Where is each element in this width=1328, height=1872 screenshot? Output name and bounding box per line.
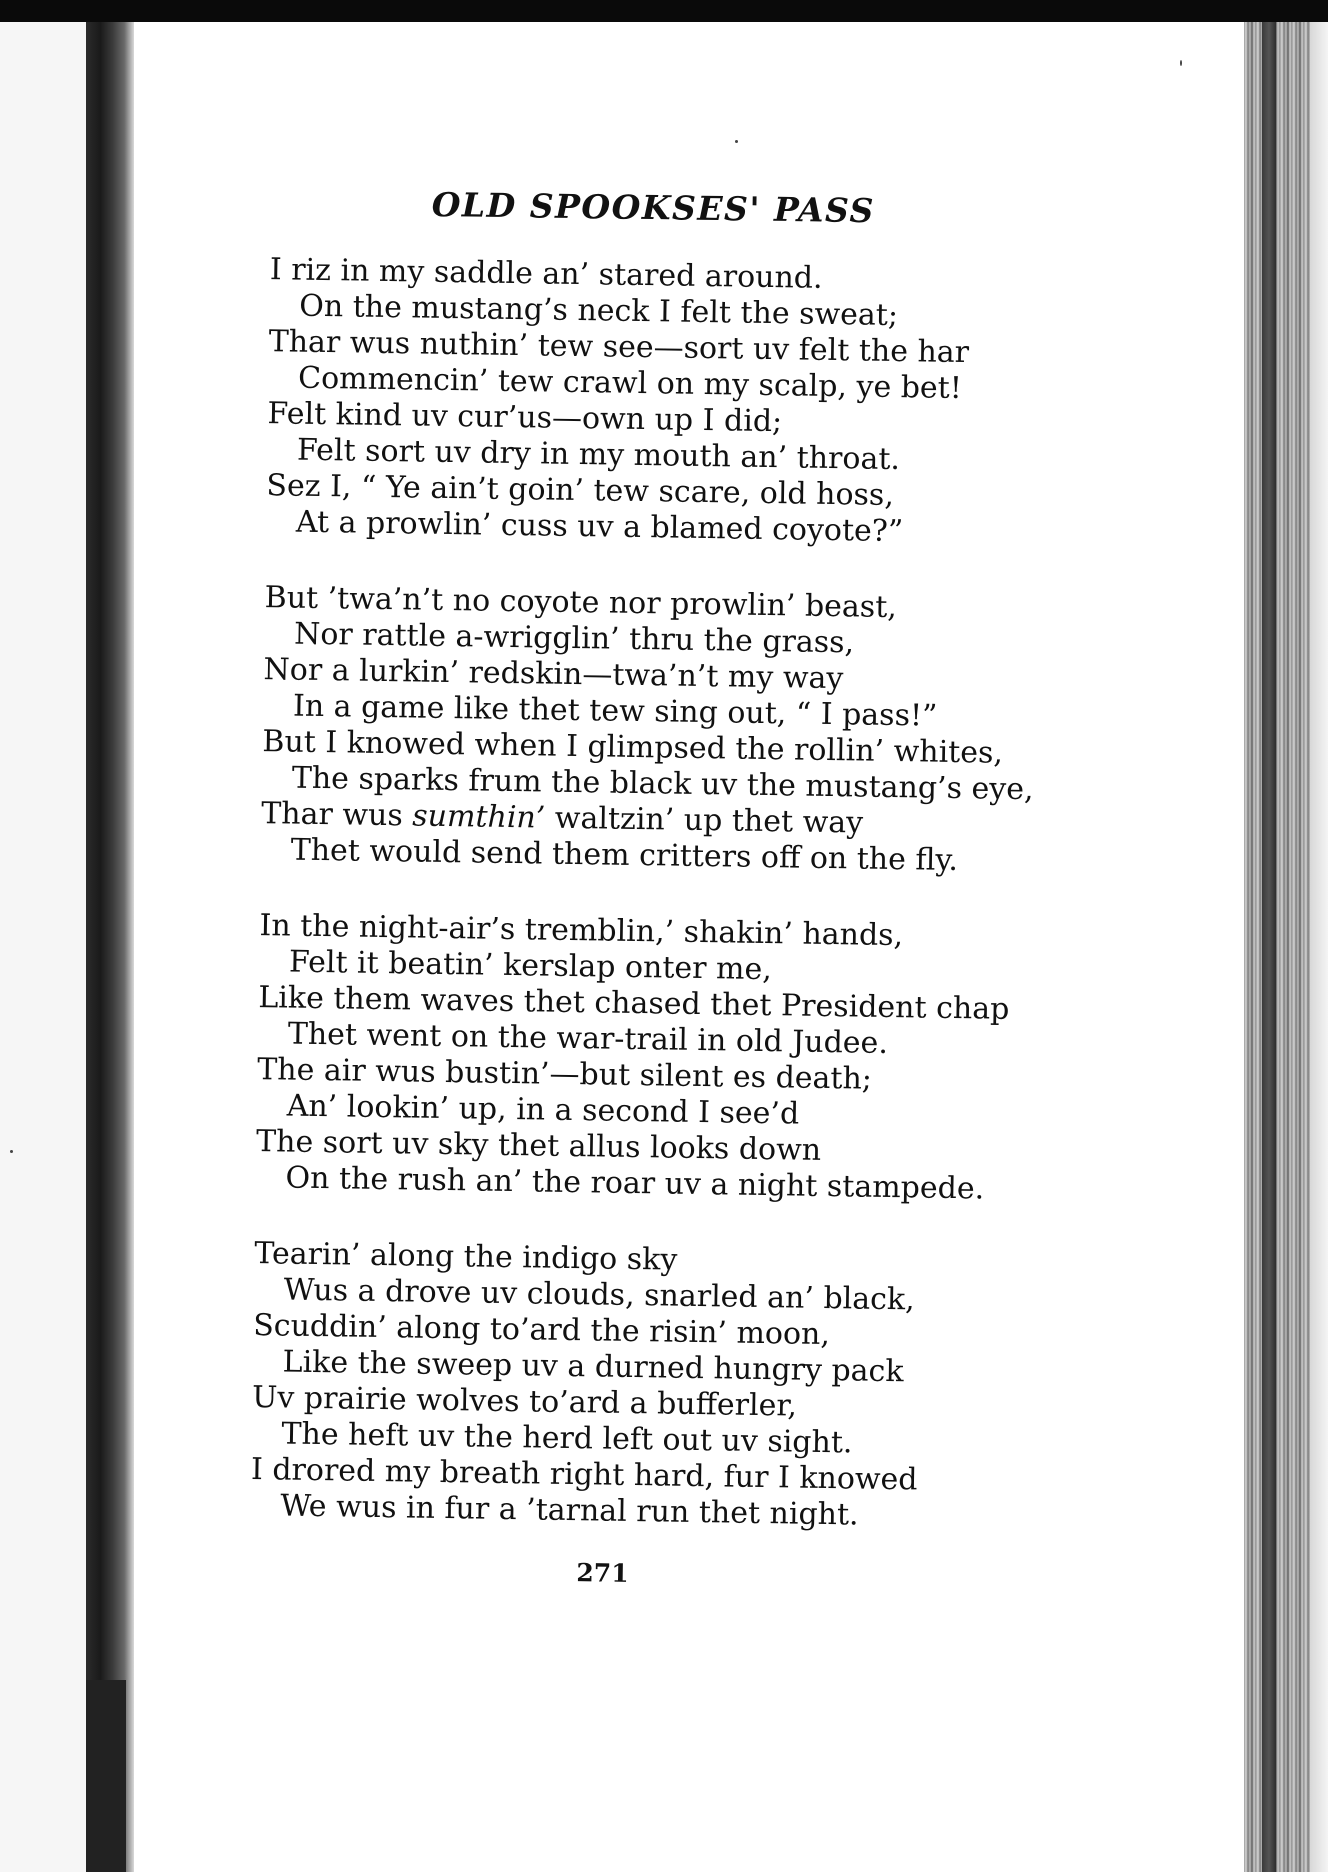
- poem-line: The sort uv sky thet allus looks down: [255, 1124, 822, 1168]
- poem-line: Scuddin’ along to’ard the risin’ moon,: [252, 1308, 831, 1353]
- poem-line: The sparks frum the black uv the mustang’s eye,: [291, 760, 1034, 808]
- poem-line-end: waltzin’ up thet way: [545, 800, 864, 841]
- poem-line: But ’twa’n’t no coyote nor prowlin’ beast,: [264, 580, 898, 626]
- page-number: 271: [576, 1558, 629, 1588]
- poem-line: Wus a drove uv clouds, snarled an’ black,: [283, 1272, 915, 1318]
- poem-line: But I knowed when I glimpsed the rollin’ whites,: [262, 724, 1004, 771]
- stanza-2: [260, 580, 1034, 895]
- poem-line-start: Thar wus: [261, 796, 413, 834]
- poem-line: Thet would send them critters off on the fly.: [290, 832, 959, 879]
- poem-line: Nor rattle a-wrigglin’ thru the grass,: [293, 616, 855, 661]
- poem-line: Nor a lurkin’ redskin—twa’n’t my way: [263, 652, 844, 697]
- poem-line: In the night-air’s tremblin,’ shakin’ hands,: [259, 908, 904, 954]
- poem-line: An’ lookin’ up, in a second I see’d: [286, 1088, 800, 1132]
- poem-line: We wus in fur a ’tarnal run thet night.: [280, 1488, 859, 1533]
- poem-line: Felt it beatin’ kerslap onter me,: [288, 944, 773, 988]
- poem-line: Like them waves thet chased thet President chap: [258, 980, 1010, 1027]
- running-title: OLD SPOOKSES' PASS: [431, 185, 876, 231]
- stanza-1: [265, 252, 1030, 567]
- poem-line: Thet went on the war-trail in old Judee.: [287, 1016, 889, 1061]
- stanza-3: [255, 908, 1020, 1223]
- poem-line: The air wus bustin’—but silent es death;: [257, 1052, 873, 1097]
- poem-line: Uv prairie wolves to’ard a bufferler,: [251, 1380, 798, 1424]
- poem-line: I drored my breath right hard, fur I knowed: [250, 1452, 918, 1498]
- poem-line: Commencin’ tew crawl on my scalp, ye bet!: [297, 360, 963, 407]
- poem-line: Like the sweep uv a durned hungry pack: [282, 1344, 904, 1390]
- poem-line: On the rush an’ the roar uv a night stampede.: [285, 1160, 985, 1207]
- poem-line: On the mustang’s neck I felt the sweat;: [299, 288, 899, 334]
- stanza-4: [250, 1236, 1015, 1551]
- poem-line: Felt kind uv cur’us—own up I did;: [267, 396, 783, 440]
- emphasized-word: sumthin’: [412, 798, 546, 836]
- poem-line: At a prowlin’ cuss uv a blamed coyote?”: [295, 504, 904, 550]
- poem-line: Tearin’ along the indigo sky: [254, 1236, 678, 1278]
- poem-line: I riz in my saddle an’ stared around.: [269, 252, 823, 296]
- poem-line: The heft uv the herd left out uv sight.: [281, 1416, 853, 1461]
- poem-line: Sez I, “ Ye ain’t goin’ tew scare, old hoss,: [266, 468, 895, 513]
- poem-line: Felt sort uv dry in my mouth an’ throat.: [296, 432, 901, 478]
- poem-line: In a game like thet tew sing out, “ I pass!”: [292, 688, 938, 734]
- poem-line: Thar wus nuthin’ tew see—sort uv felt the har: [268, 324, 970, 371]
